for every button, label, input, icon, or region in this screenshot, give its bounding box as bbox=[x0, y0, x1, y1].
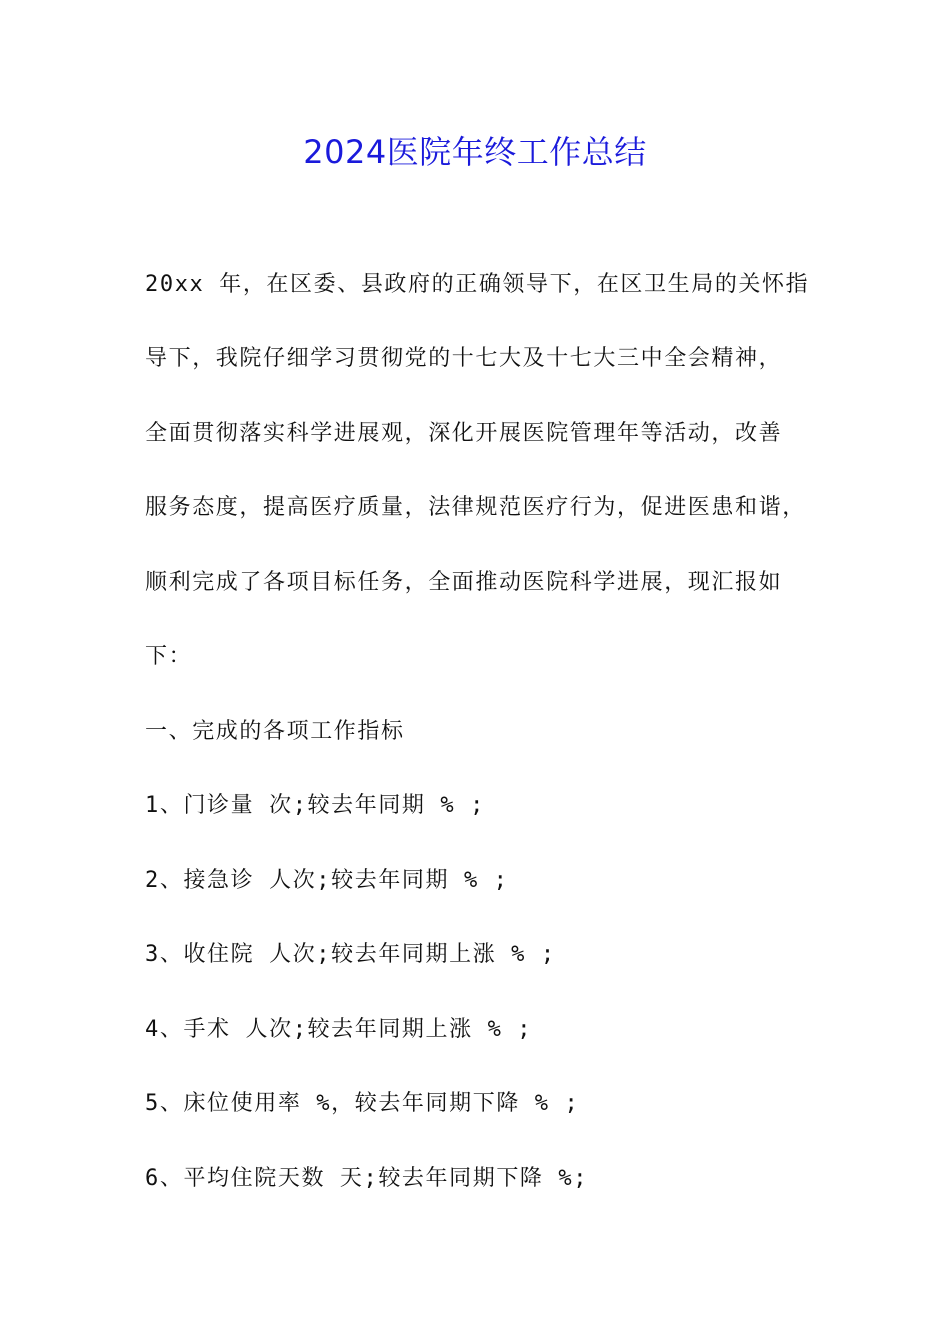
list-item: 2、接急诊 人次;较去年同期 % ; bbox=[145, 868, 509, 893]
paragraph-line: 20xx 年，在区委、县政府的正确领导下，在区卫生局的关怀指 bbox=[145, 272, 810, 297]
section-heading: 一、完成的各项工作指标 bbox=[145, 719, 405, 744]
list-item: 5、床位使用率 %，较去年同期下降 % ; bbox=[145, 1091, 580, 1116]
paragraph-line: 下： bbox=[145, 644, 193, 669]
list-item: 4、手术 人次;较去年同期上涨 % ; bbox=[145, 1017, 533, 1042]
paragraph-line: 顺利完成了各项目标任务，全面推动医院科学进展，现汇报如 bbox=[145, 570, 783, 595]
list-item: 1、门诊量 次;较去年同期 % ; bbox=[145, 793, 485, 818]
list-item: 6、平均住院天数 天;较去年同期下降 %; bbox=[145, 1166, 589, 1191]
document-title: 2024医院年终工作总结 bbox=[303, 133, 647, 171]
paragraph-line: 全面贯彻落实科学进展观，深化开展医院管理年等活动，改善 bbox=[145, 421, 783, 446]
paragraph-line: 服务态度，提高医疗质量，法律规范医疗行为，促进医患和谐， bbox=[145, 495, 806, 520]
paragraph-line: 导下，我院仔细学习贯彻党的十七大及十七大三中全会精神， bbox=[145, 346, 783, 371]
list-item: 3、收住院 人次;较去年同期上涨 % ; bbox=[145, 942, 556, 967]
